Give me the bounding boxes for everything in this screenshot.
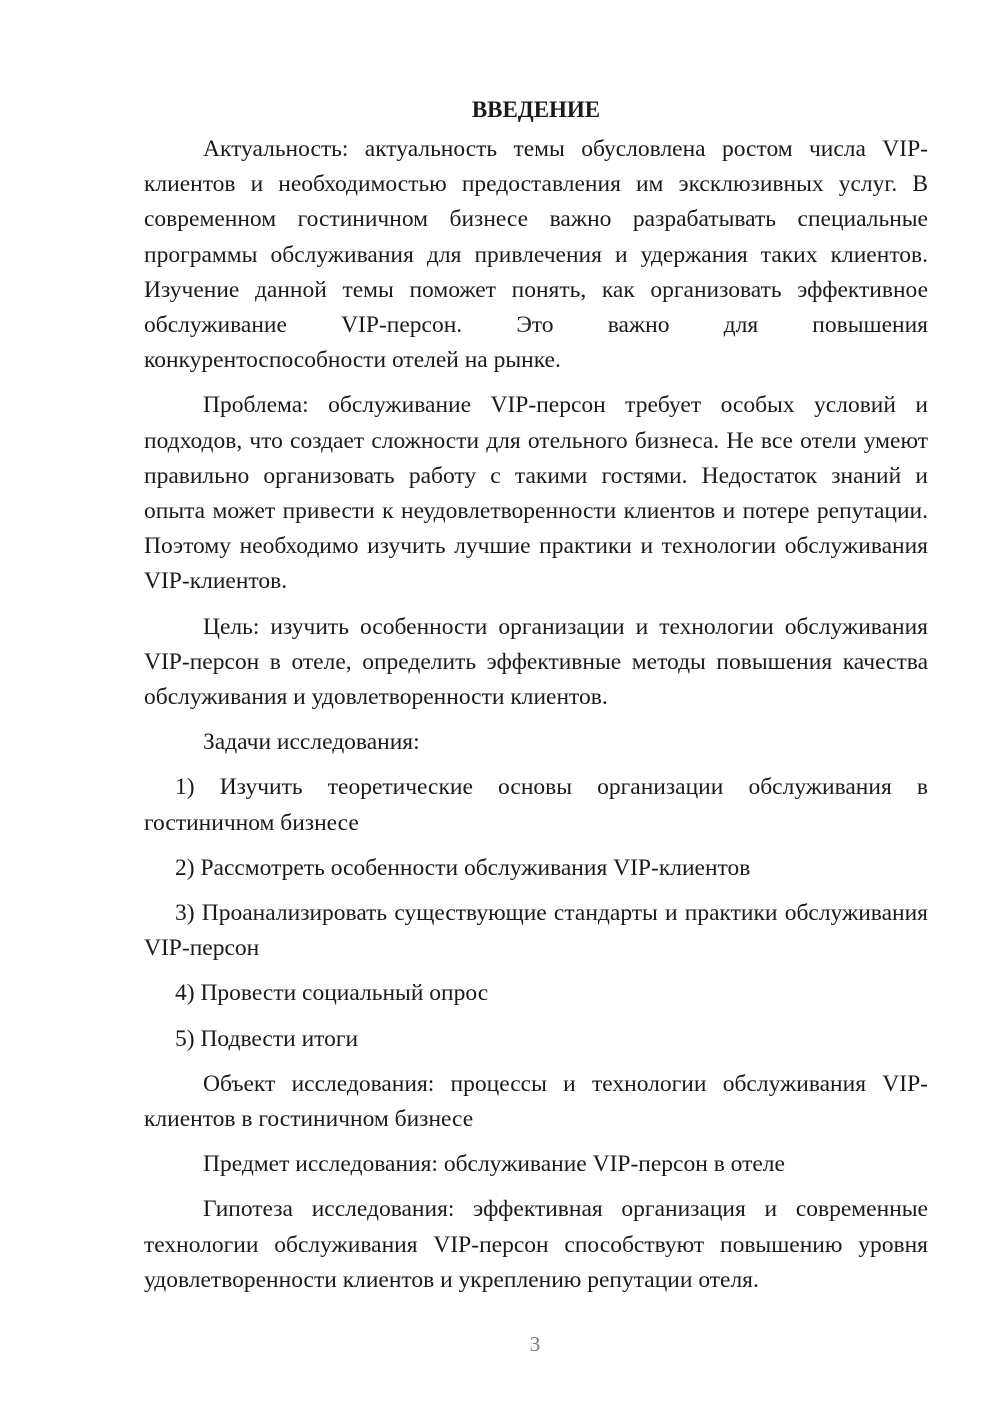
section-heading: ВВЕДЕНИЕ <box>471 97 601 122</box>
task-item: 5) Подвести итоги <box>175 1025 359 1052</box>
page-content <box>144 92 928 1308</box>
paragraph-hypothesis: Гипотеза исследования: эффективная организация и современные технологии обслуживания VIP-персон способствуют повышению уровня удовлетворенности клиентов и укреплению репутации отеля. <box>144 1196 928 1293</box>
paragraph-tasks-intro: Задачи исследования: <box>203 729 420 756</box>
task-item: 2) Рассмотреть особенности обслуживания VIP-клиентов <box>175 854 751 881</box>
paragraph-goal: Цель: изучить особенности организации и технологии обслуживания VIP-персон в отеле, определить эффективные методы повышения качества обслуживания и удовлетворенности клиентов. <box>144 613 928 711</box>
task-item: 4) Провести социальный опрос <box>175 980 489 1007</box>
page-number: 3 <box>529 1332 541 1356</box>
paragraph-object: Объект исследования: процессы и технологии обслуживания VIP-клиентов в гостиничном бизнесе <box>144 1070 928 1133</box>
task-item: 3) Проанализировать существующие стандарты и практики обслуживания VIP-персон <box>144 900 928 962</box>
task-item: 1) Изучить теоретические основы организации обслуживания в гостиничном бизнесе <box>144 774 928 836</box>
paragraph-problem: Проблема: обслуживание VIP-персон требует особых условий и подходов, что создает сложности для отельного бизнеса. Не все отели умеют правильно организовать работу с такими гостями. Недостаток знаний и опыта может привести к неудовлетворенности клиентов и потере репутации. Поэтому необходимо изучить лучшие практики и технологии обслуживания VIP-клиентов. <box>144 392 928 595</box>
paragraph-subject: Предмет исследования: обслуживание VIP-персон в отеле <box>203 1151 785 1178</box>
paragraph-relevance: Актуальность: актуальность темы обусловлена ростом числа VIP-клиентов и необходимостью предоставления им эксклюзивных услуг. В современном гостиничном бизнесе важно разрабатывать специальные программы обслуживания для привлечения и удержания таких клиентов. Изучение данной темы поможет понять, как организовать эффективное обслуживание VIP-персон. Это важно для повышения конкурентоспособности отелей на рынке. <box>144 136 928 374</box>
